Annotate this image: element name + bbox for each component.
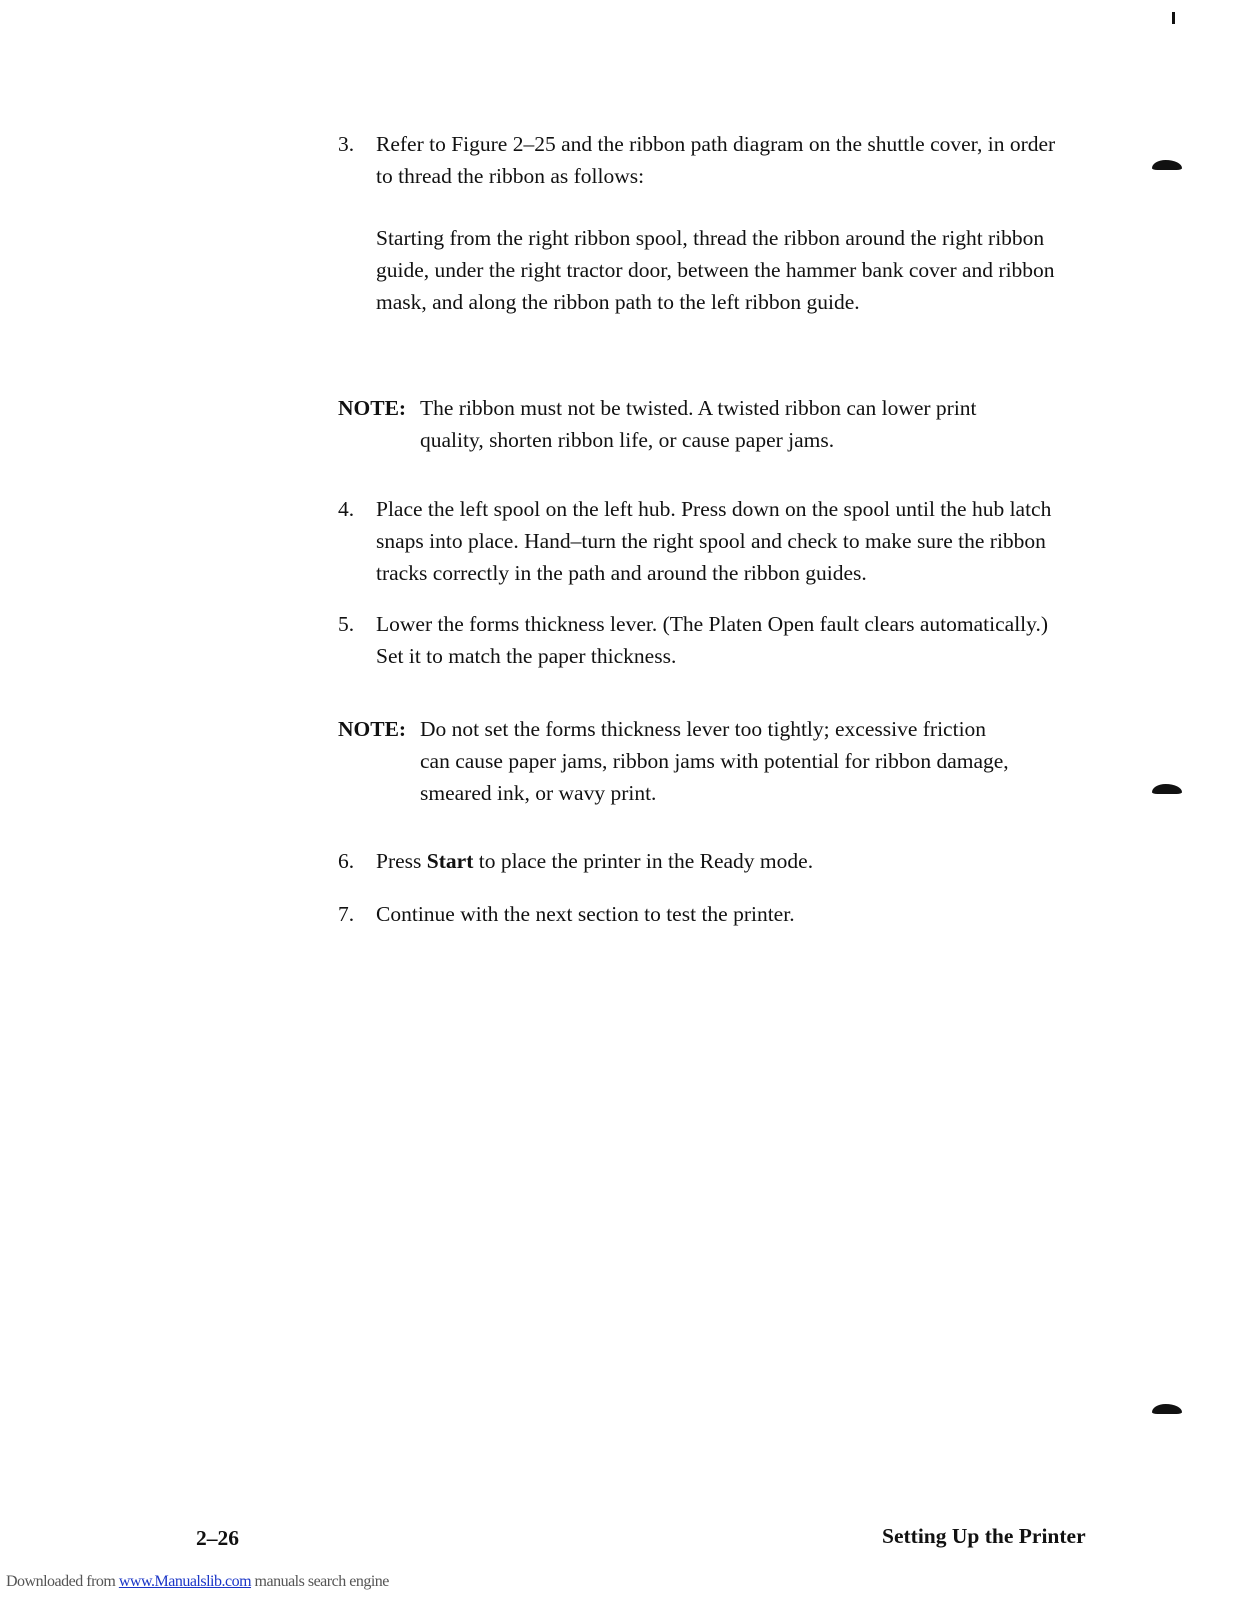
margin-mark — [1152, 1404, 1182, 1414]
section-title: Setting Up the Printer — [882, 1524, 1086, 1548]
step-text: Lower the forms thickness lever. (The Platen Open fault clears automatically.) Set it to match the paper thickness. — [376, 612, 1049, 668]
step-text-start: Press — [376, 849, 427, 873]
step-text-end: to place the printer in the Ready mode. — [473, 849, 814, 873]
note-thickness-lever — [338, 713, 1058, 809]
step-6 — [338, 845, 1058, 877]
note-continuation: can cause paper jams, ribbon jams with potential for ribbon damage, smeared ink, or wavy print. — [420, 749, 1009, 805]
margin-mark — [1152, 160, 1182, 170]
download-suffix: manuals search engine — [251, 1573, 389, 1590]
download-prefix: Downloaded from — [6, 1573, 119, 1590]
note-continuation: quality, shorten ribbon life, or cause paper jams. — [420, 428, 835, 452]
step-number: 5. — [338, 612, 355, 636]
step-number: 3. — [338, 132, 355, 156]
step-number: 4. — [338, 497, 355, 521]
step-text — [376, 845, 1058, 877]
step-text: Continue with the next section to test the printer. — [376, 902, 795, 926]
step-7 — [338, 898, 1058, 930]
step-5 — [338, 608, 1058, 672]
note-label: NOTE: — [338, 717, 407, 741]
step-text: Place the left spool on the left hub. Press down on the spool until the hub latch snaps into place. Hand–turn the right spool and check to make sure the ribbon tracks correctly in the path and around the ribbon guides. — [376, 497, 1052, 585]
start-key-label: Start — [426, 849, 474, 873]
note-ribbon-twist — [338, 392, 1058, 456]
download-banner — [6, 1573, 389, 1591]
step-number: 6. — [338, 849, 355, 873]
step-subtext: Starting from the right ribbon spool, thread the ribbon around the right ribbon guide, under the right tractor door, between the hammer bank cover and ribbon mask, and along the ribbon path to the left ribbon guide. — [376, 226, 1055, 314]
corner-mark — [1172, 12, 1175, 24]
step-4 — [338, 493, 1058, 589]
manualslib-link[interactable]: www.Manualslib.com — [118, 1573, 252, 1590]
margin-mark — [1152, 784, 1182, 794]
step-text: Refer to Figure 2–25 and the ribbon path diagram on the shuttle cover, in order to thread the ribbon as follows: — [376, 132, 1056, 188]
step-3 — [338, 128, 1058, 318]
step-number: 7. — [338, 902, 355, 926]
page-number: 2–26 — [196, 1526, 239, 1550]
note-line: Do not set the forms thickness lever too tightly; excessive friction — [420, 717, 987, 741]
note-line: The ribbon must not be twisted. A twisted ribbon can lower print — [420, 396, 977, 420]
note-label: NOTE: — [338, 396, 407, 420]
